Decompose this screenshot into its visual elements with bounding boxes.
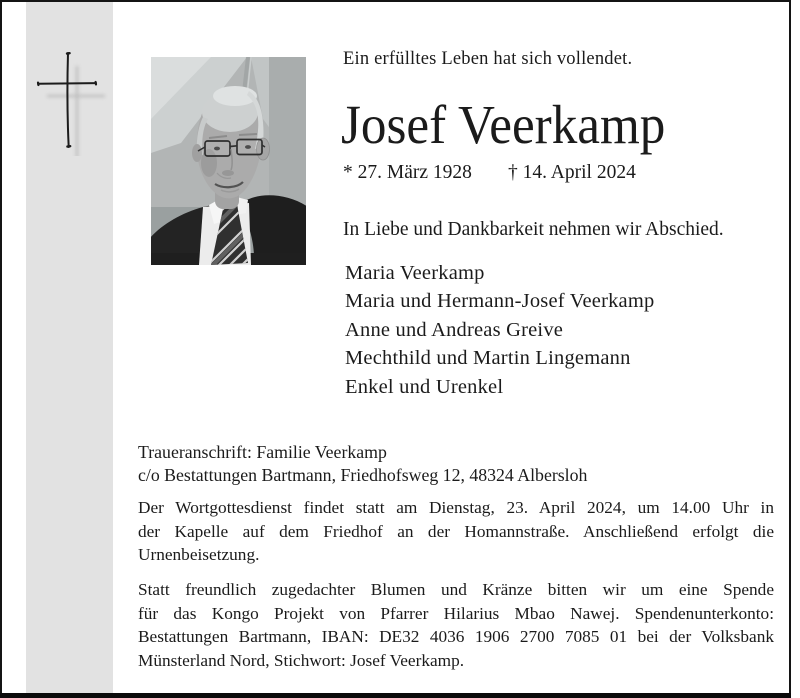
death-date: † 14. April 2024	[508, 162, 636, 183]
memorial-cross-icon	[30, 44, 114, 156]
donation-line: für das Kongo Projekt von Pfarrer Hilarius Mbao Nawej. Spendenunterkonto:	[138, 603, 774, 623]
mourner-line: Enkel und Urenkel	[345, 375, 504, 398]
mourner-line: Maria Veerkamp	[345, 262, 485, 284]
life-dates	[343, 162, 636, 184]
deceased-portrait-photo	[151, 57, 306, 265]
donation-line: Statt freundlich zugedachter Blumen und Kränze bitten wir um eine Spende	[138, 580, 774, 599]
deceased-name: Josef Veerkamp	[341, 94, 666, 155]
service-line: Der Wortgottesdienst findet statt am Dienstag, 23. April 2024, um 14.00 Uhr in	[138, 498, 774, 517]
mourner-line: Mechthild und Martin Lingemann	[345, 347, 631, 370]
bottom-edge-bar	[0, 693, 791, 698]
donation-line: Bestattungen Bartmann, IBAN: DE32 4036 1906 2700 7085 01 bei der Volksbank	[138, 627, 774, 647]
farewell-line: In Liebe und Dankbarkeit nehmen wir Abschied.	[343, 219, 724, 240]
top-edge-line	[0, 0, 791, 2]
address-line: Traueranschrift: Familie Veerkamp	[138, 442, 387, 462]
mourners-list	[345, 259, 654, 401]
donation-paragraph	[138, 578, 774, 672]
address-line: c/o Bestattungen Bartmann, Friedhofsweg 12, 48324 Albersloh	[138, 465, 588, 486]
right-edge-line	[789, 0, 791, 698]
service-line: der Kapelle auf dem Friedhof an der Homannstraße. Anschließend erfolgt die	[138, 521, 774, 541]
mourner-line: Maria und Hermann-Josef Veerkamp	[345, 290, 655, 313]
birth-date: * 27. März 1928	[343, 162, 472, 183]
service-line: Urnenbeisetzung.	[138, 545, 260, 565]
left-edge-line	[0, 0, 2, 698]
donation-line: Münsterland Nord, Stichwort: Josef Veerkamp.	[138, 650, 465, 670]
epitaph-line: Ein erfülltes Leben hat sich vollendet.	[343, 49, 633, 69]
mourner-line: Anne und Andreas Greive	[345, 318, 564, 341]
mourning-address	[138, 441, 587, 487]
service-paragraph	[138, 496, 774, 567]
